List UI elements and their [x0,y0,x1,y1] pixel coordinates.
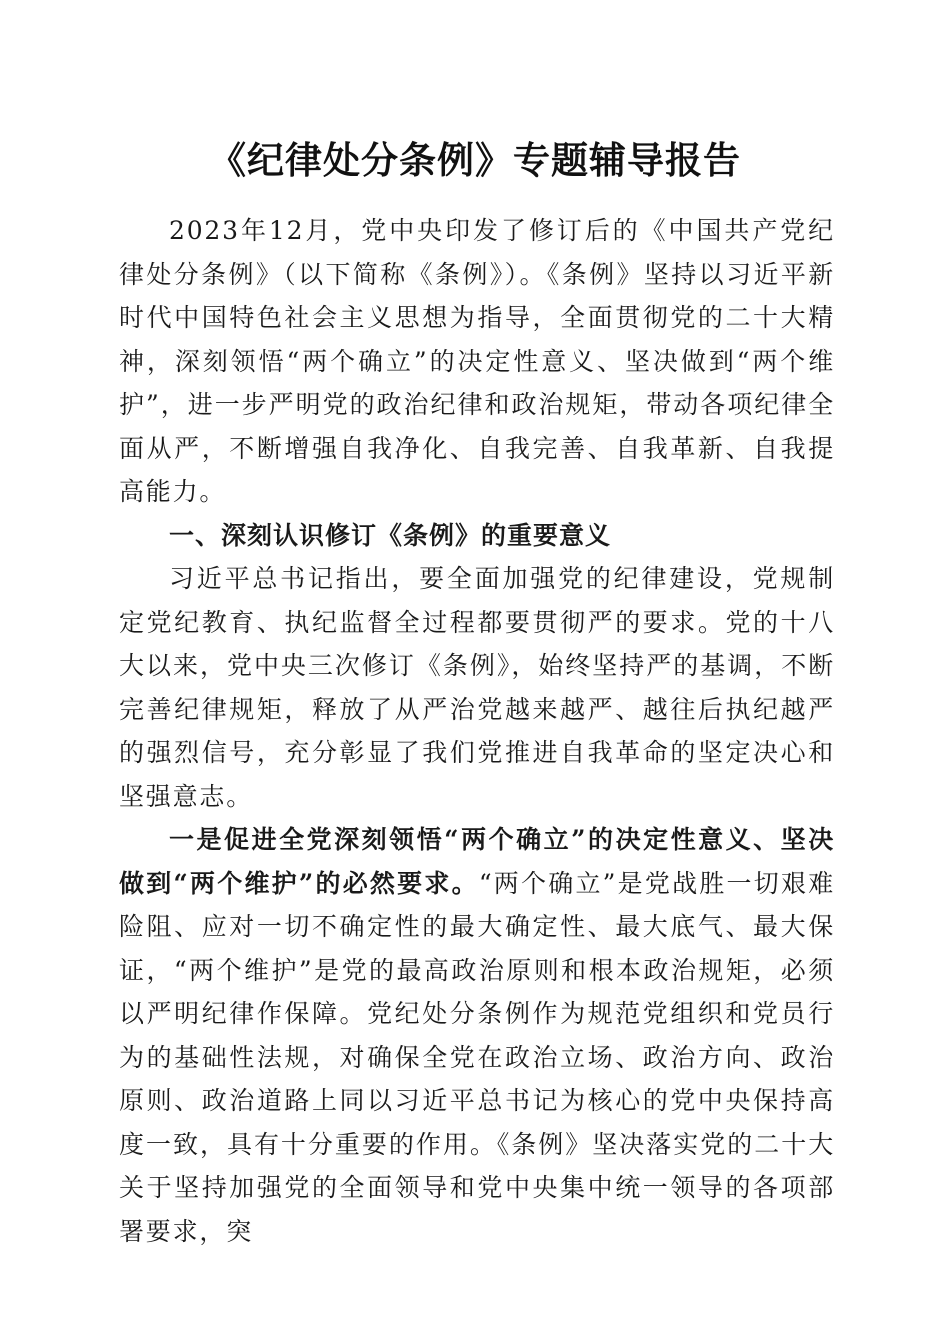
intro-paragraph-text: 2023年12月，党中央印发了修订后的《中国共产党纪律处分条例》（以下简称《条例》）。《条例》坚持以习近平新时代中国特色社会主义思想为指导，全面贯彻党的二十大精神，深刻领悟“两个确立”的决定性意义、坚决做到“两个维护”，进一步严明党的政治纪律和政治规矩，带动各项纪律全面从严，不断增强自我净化、自我完善、自我革新、自我提高能力。 [119,216,835,506]
document-body [119,209,835,1253]
section-heading: 一、深刻认识修订《条例》的重要意义 [169,520,612,550]
body-paragraph-text: 习近平总书记指出，要全面加强党的纪律建设，党规制定党纪教育、执纪监督全过程都要贯彻严的要求。党的十八大以来，党中央三次修订《条例》，始终坚持严的基调，不断完善纪律规矩，释放了从严治党越来越严、越往后执纪越严的强烈信号，充分彰显了我们党推进自我革命的坚定决心和坚强意志。 [119,564,835,811]
point-lead-sentence: 一是促进全党深刻领悟“两个确立”的决定性意义、坚决做到“两个维护”的必然要求。 [119,825,835,898]
body-paragraph [119,557,835,818]
point-paragraph-text: “两个确立”是党战胜一切艰难险阻、应对一切不确定性的最大确定性、最大底气、最大保证，“两个维护”是党的最高政治原则和根本政治规矩，必须以严明纪律作保障。党纪处分条例作为规范党组织和党员行为的基础性法规，对确保全党在政治立场、政治方向、政治原则、政治道路上同以习近平总书记为核心的党中央保持高度一致，具有十分重要的作用。《条例》坚决落实党的二十大关于坚持加强党的全面领导和党中央集中统一领导的各项部署要求，突 [119,868,835,1246]
intro-paragraph [119,209,835,514]
point-paragraph [119,818,835,1253]
document-title: 《纪律处分条例》专题辅导报告 [209,138,741,182]
